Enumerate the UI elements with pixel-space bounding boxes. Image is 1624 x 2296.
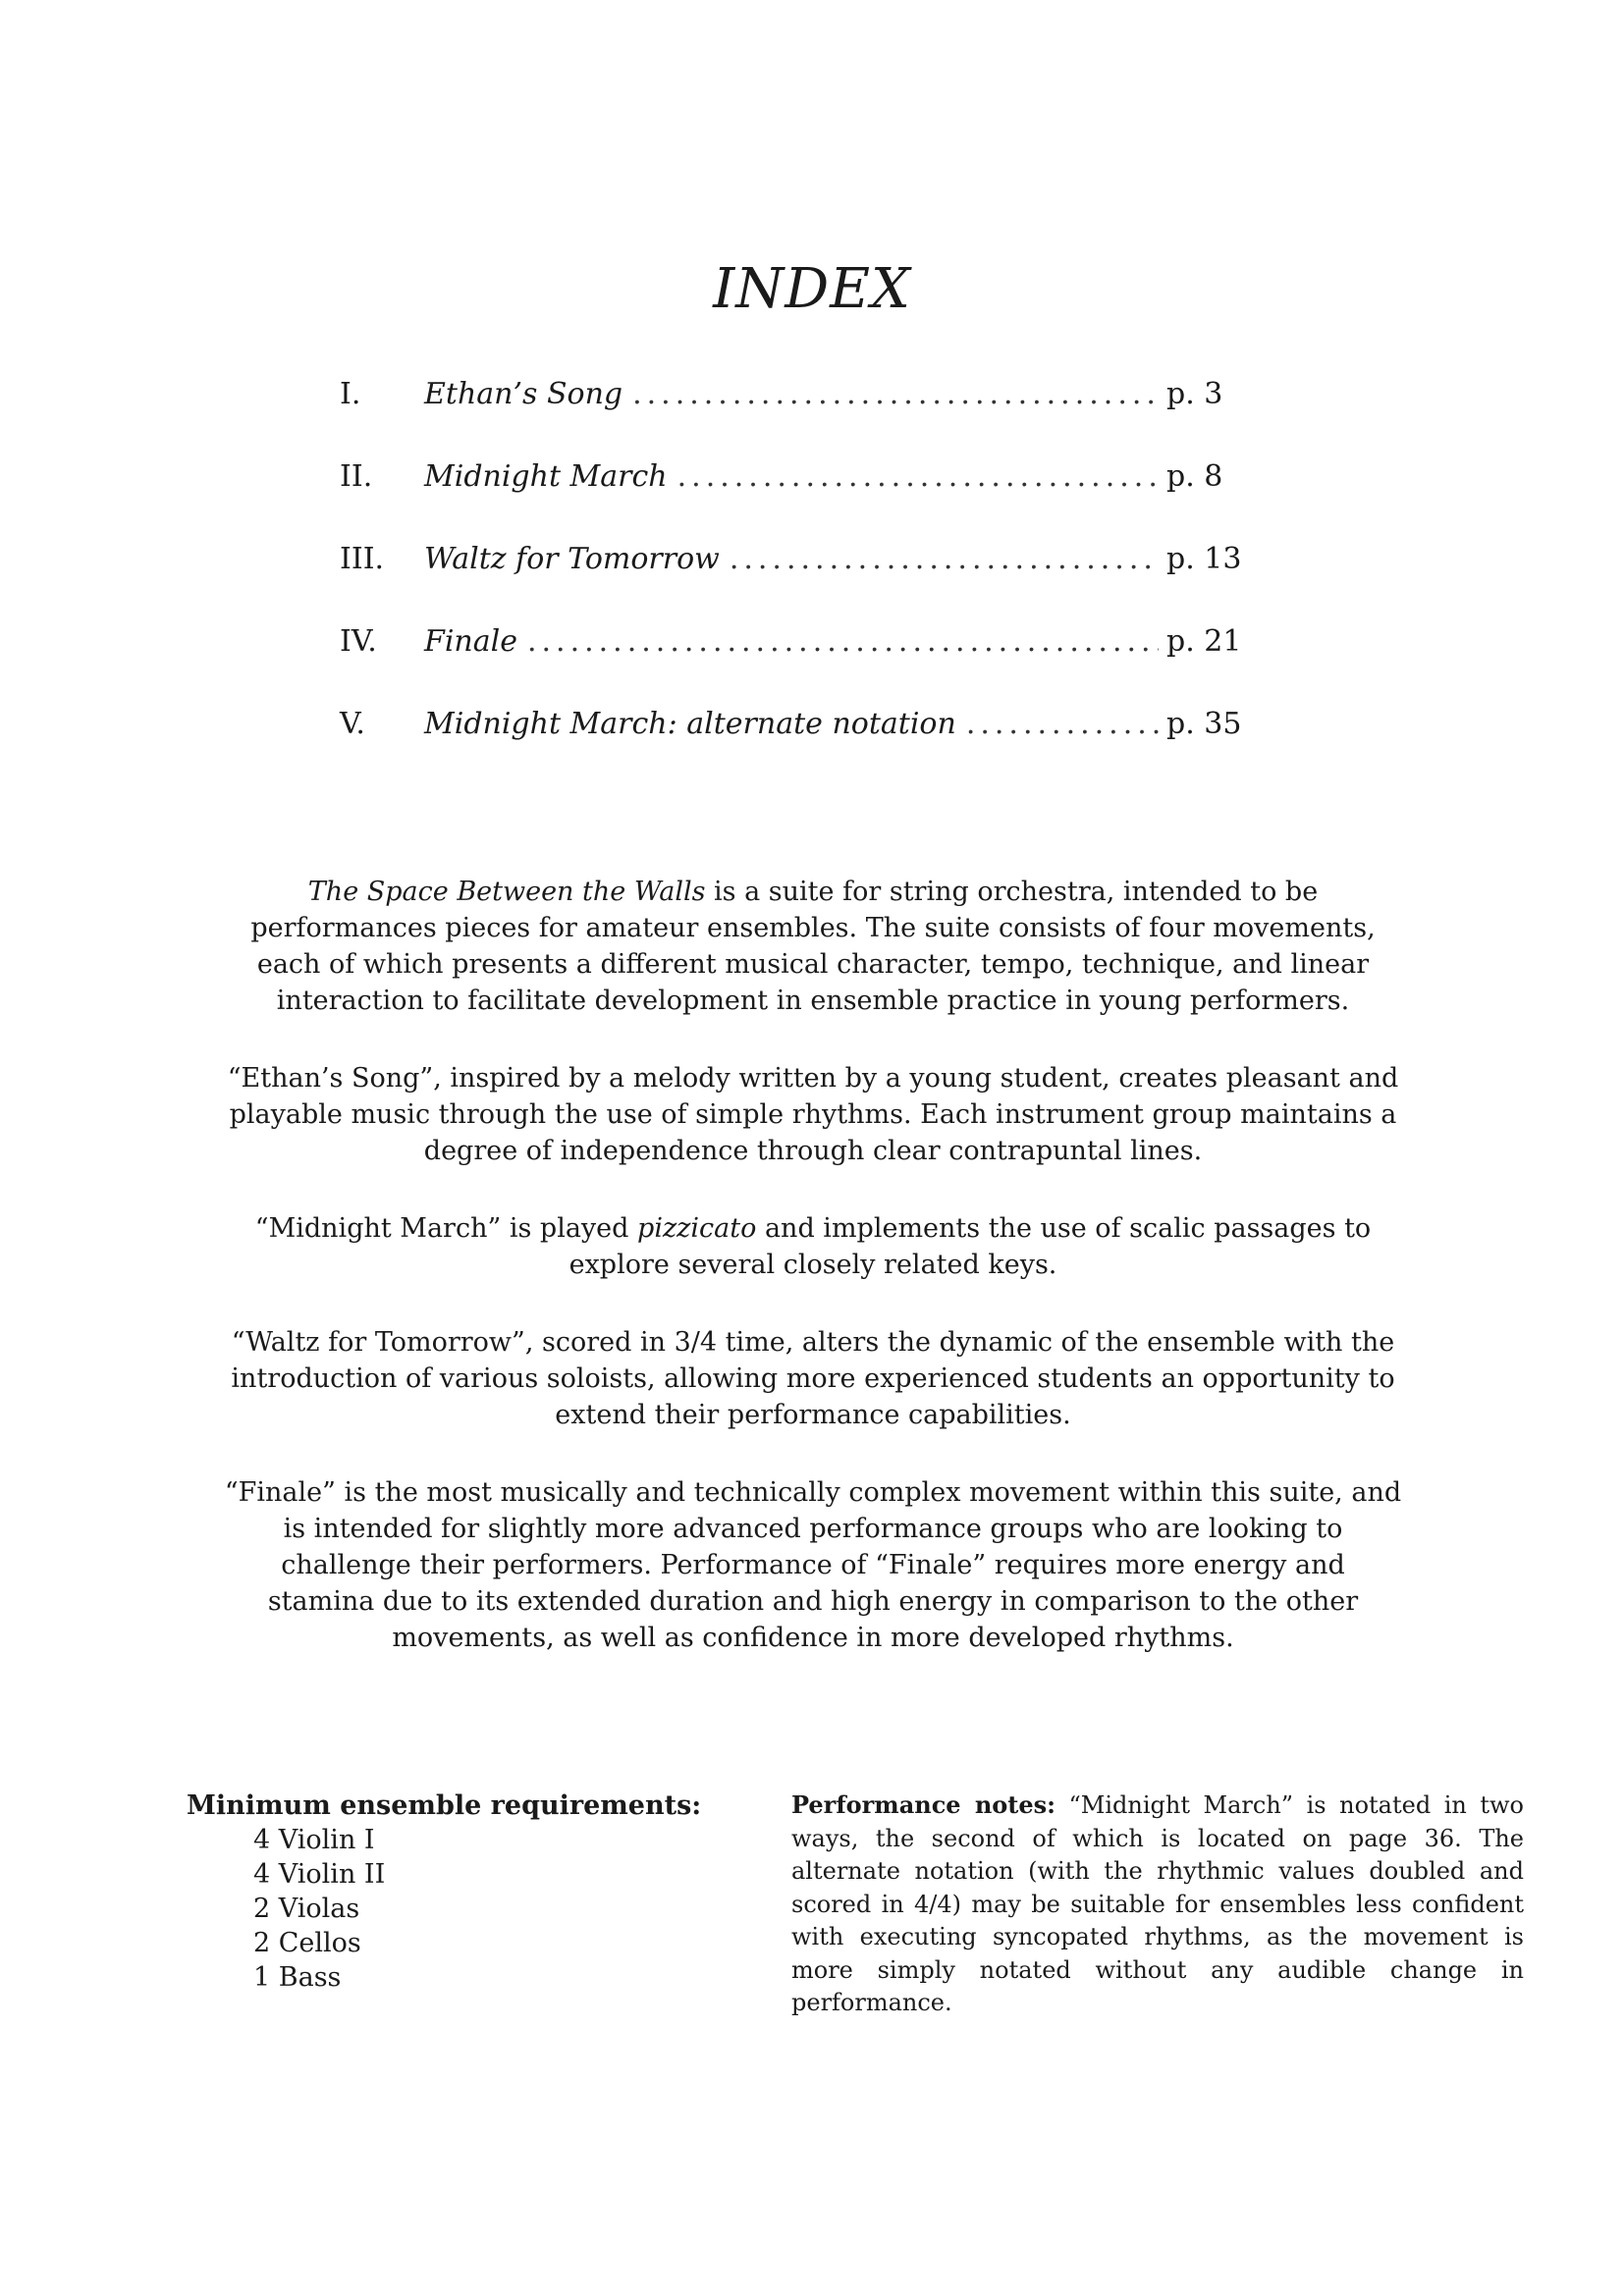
toc-entry-page: p. 35 — [1166, 707, 1242, 741]
requirement-item: 2 Violas — [253, 1894, 360, 1924]
movement-description-midnight-march — [224, 1210, 1402, 1283]
intro-paragraph-text: is a suite for string orchestra, intended to be performances pieces for amateur ensembles. The suite consists of four movements, each of which presents a different musical character, tempo, technique, and linear interaction to facilitate development in ensemble practice in young performers. — [250, 877, 1376, 1016]
ensemble-requirements — [187, 1789, 736, 1995]
dot-leader — [632, 373, 1159, 416]
dot-leader — [677, 455, 1159, 499]
toc-entry-page: p. 13 — [1166, 542, 1242, 576]
requirement-item: 4 Violin I — [253, 1825, 375, 1855]
dot-leader — [527, 620, 1159, 664]
movement-description-ethans-song: “Ethan’s Song”, inspired by a melody written by a young student, creates pleasant and playable music through the use of simple rhythms. Each instrument group maintains a degree of independence through clear contrapuntal lines. — [227, 1063, 1399, 1166]
requirement-item: 2 Cellos — [253, 1928, 361, 1958]
movement-description-finale: “Finale” is the most musically and technically complex movement within this suite, and is intended for slightly more advanced performance groups who are looking to challenge their performers. Performance of “Finale” requires more energy and stamina due to its extended duration and high energy in comparison to the other movements, as well as confidence in more developed rhythms. — [224, 1477, 1402, 1653]
toc-entry-page: p. 21 — [1166, 624, 1242, 659]
toc-entry-title: Midnight March — [424, 459, 668, 494]
requirement-item: 4 Violin II — [253, 1859, 386, 1890]
toc-entry-title: Ethan’s Song — [424, 377, 623, 411]
toc-entry-page: p. 3 — [1166, 377, 1223, 411]
suite-title: The Space Between the Walls — [307, 877, 706, 907]
toc-entry — [340, 703, 1243, 785]
index-title: INDEX — [713, 257, 911, 321]
requirements-heading: Minimum ensemble requirements: — [187, 1790, 702, 1821]
toc-entry-number: V. — [340, 707, 365, 741]
toc-entry — [340, 373, 1243, 455]
toc-entry-number: I. — [340, 377, 361, 411]
performance-notes-label: Performance notes: — [791, 1790, 1056, 1819]
toc-entry-title: Midnight March: alternate notation — [424, 707, 956, 741]
movement-description-text: and implements the use of scalic passages to explore several closely related keys. — [568, 1213, 1372, 1280]
toc-entry-number: II. — [340, 459, 373, 494]
toc-entry — [340, 538, 1243, 620]
intro-paragraph — [224, 874, 1402, 1019]
dot-leader — [730, 538, 1159, 581]
toc-entry-page: p. 8 — [1166, 459, 1223, 494]
toc-entry — [340, 620, 1243, 703]
performance-notes-text: “Midnight March” is notated in two ways, the second of which is located on page 36. The alternate notation (with the rhythmic values doubled and scored in 4/4) may be suitable for ensembles less confident with executing syncopated rhythms, as the movement is more simply notated without any audible change in performance. — [791, 1791, 1525, 2016]
toc-entry-title: Finale — [424, 624, 517, 659]
movement-description-text: “Midnight March” is played — [254, 1213, 638, 1244]
performance-notes — [791, 1789, 1524, 2020]
pizzicato-term: pizzicato — [637, 1213, 757, 1244]
requirement-item: 1 Bass — [253, 1962, 342, 1993]
movement-description-waltz: “Waltz for Tomorrow”, scored in 3/4 time, alters the dynamic of the ensemble with the introduction of various soloists, allowing more experienced students an opportunity to extend their performance capabilities. — [231, 1327, 1395, 1430]
toc-entry-title: Waltz for Tomorrow — [424, 542, 720, 576]
toc-entry — [340, 455, 1243, 538]
table-of-contents — [340, 373, 1243, 785]
toc-entry-number: III. — [340, 542, 385, 576]
toc-entry-number: IV. — [340, 624, 377, 659]
dot-leader — [966, 703, 1159, 746]
suite-description — [224, 874, 1402, 1697]
